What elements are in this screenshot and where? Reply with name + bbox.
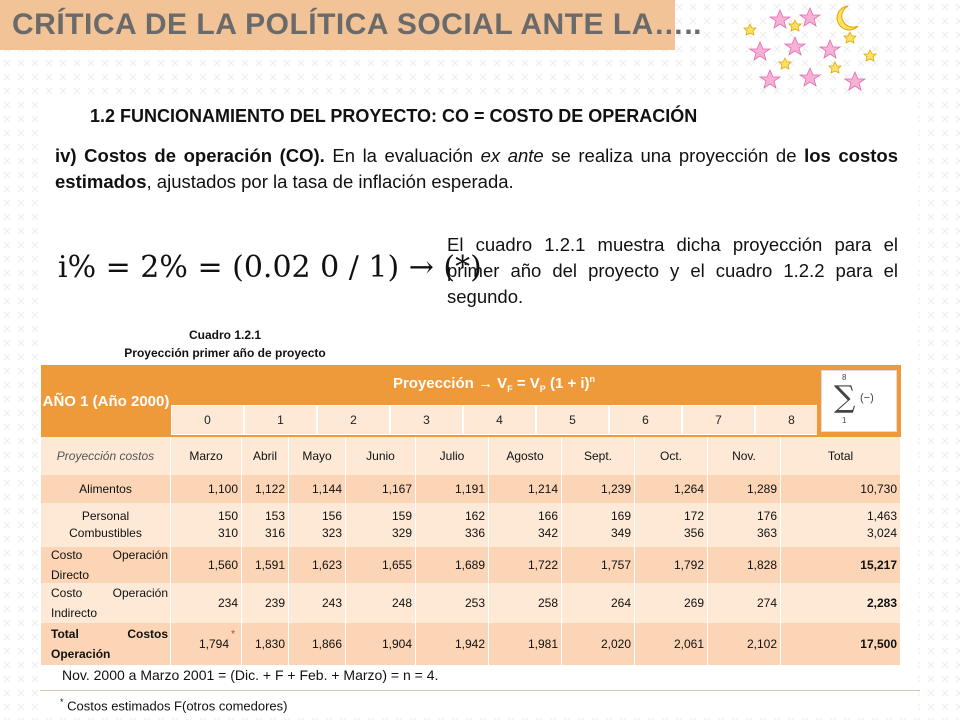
row-label: Costo Operación Directo (41, 547, 171, 583)
value-cell: 1,794 * (171, 623, 242, 665)
summation-header (817, 365, 901, 437)
month-header-row (41, 437, 901, 475)
row-label: Total Costos Operación (41, 623, 171, 665)
value-cell: 1,239 (562, 475, 635, 503)
value-cell: 153 316 (242, 503, 289, 547)
value-cell: 1,144 (289, 475, 346, 503)
month-header-cell: Oct. (635, 437, 708, 475)
period-index-cell: 7 (682, 405, 755, 435)
para-text-3: , ajustados por la tasa de inflación esperada. (146, 171, 514, 192)
month-header-cell: Total (781, 437, 901, 475)
table-row (41, 475, 901, 503)
estimate-footnote: * Costos estimados F(otros comedores) (60, 697, 288, 714)
value-cell: 1,655 (346, 547, 416, 583)
inflation-formula: i% = 2% = (0.02 0 / 1) → (*) (58, 250, 482, 285)
month-header-cell: Sept. (562, 437, 635, 475)
value-cell: 1,122 (242, 475, 289, 503)
row-label-header: Proyección costos (41, 437, 171, 475)
para-italic: ex ante (480, 145, 544, 166)
slide-title: CRÍTICA DE LA POLÍTICA SOCIAL ANTE LA….. (12, 8, 702, 41)
value-cell: 1,904 (346, 623, 416, 665)
value-cell: 17,500 (781, 623, 901, 665)
value-cell: 1,623 (289, 547, 346, 583)
section-heading: 1.2 FUNCIONAMIENTO DEL PROYECTO: CO = COSTO DE OPERACIÓN (90, 106, 698, 126)
period-index-cell: 8 (755, 405, 828, 435)
value-cell: 15,217 (781, 547, 901, 583)
para-bold: los costos estimados (55, 145, 899, 192)
value-cell: 176 363 (708, 503, 781, 547)
value-cell: 2,283 (781, 583, 901, 623)
value-cell: 1,289 (708, 475, 781, 503)
month-header-cell: Junio (346, 437, 416, 475)
table-row (41, 547, 901, 583)
table-caption-number: Cuadro 1.2.1 (188, 328, 262, 342)
value-cell: 166 342 (489, 503, 562, 547)
value-cell: 1,722 (489, 547, 562, 583)
projection-formula-header: Proyección → $V_F = V_P$ $(1 + i)^n$ (392, 374, 596, 394)
value-cell: 162 336 (416, 503, 489, 547)
value-cell: 264 (562, 583, 635, 623)
value-cell: 156 323 (289, 503, 346, 547)
month-header-cell: Julio (416, 437, 489, 475)
value-cell: 1,830 (242, 623, 289, 665)
value-cell: 1,981 (489, 623, 562, 665)
period-index-cell: 6 (609, 405, 682, 435)
summation-icon: 8 ∑ 1 (−) (821, 370, 897, 432)
value-cell: 1,100 (171, 475, 242, 503)
value-cell: 2,061 (635, 623, 708, 665)
value-cell: 1,214 (489, 475, 562, 503)
period-index-cell: 1 (244, 405, 317, 435)
operation-cost-paragraph (55, 143, 898, 195)
value-cell: 169 349 (562, 503, 635, 547)
month-header-cell: Agosto (489, 437, 562, 475)
footer-divider (40, 690, 920, 691)
value-cell: 269 (635, 583, 708, 623)
table-caption-title: Proyección primer año de proyecto (124, 346, 326, 360)
footnote-marker: * (231, 629, 235, 640)
period-index-cell: 0 (171, 405, 244, 435)
value-cell: 1,167 (346, 475, 416, 503)
value-cell: 1,264 (635, 475, 708, 503)
value-cell: 150 310 (171, 503, 242, 547)
para-text-1: En la evaluación (324, 145, 481, 166)
period-index-cell: 3 (390, 405, 463, 435)
stars-and-moon-icon (740, 2, 890, 97)
year-header: AÑO 1 (Año 2000) (41, 365, 171, 437)
value-cell: 258 (489, 583, 562, 623)
month-header-cell: Marzo (171, 437, 242, 475)
value-cell: 274 (708, 583, 781, 623)
month-header-cell: Mayo (289, 437, 346, 475)
value-cell: 10,730 (781, 475, 901, 503)
row-label: Costo Operación Indirecto (41, 583, 171, 623)
value-cell: 159 329 (346, 503, 416, 547)
value-cell: 1,191 (416, 475, 489, 503)
table-row (41, 583, 901, 623)
value-cell: 172 356 (635, 503, 708, 547)
value-cell: 243 (289, 583, 346, 623)
period-index-cell: 5 (536, 405, 609, 435)
para-text-2: se realiza una proyección de (543, 145, 805, 166)
value-cell: 1,757 (562, 547, 635, 583)
value-cell: 1,828 (708, 547, 781, 583)
month-header-cell: Nov. (708, 437, 781, 475)
value-cell: 1,591 (242, 547, 289, 583)
table-row (41, 623, 901, 665)
value-cell: 234 (171, 583, 242, 623)
table-description-paragraph: El cuadro 1.2.1 muestra dicha proyección para el primer año del proyecto y el cuadro 1.2.2 para el segundo. (447, 234, 898, 307)
projection-header (171, 365, 817, 437)
para-lead: iv) Costos de operación (CO). (55, 145, 325, 166)
period-index-cell: 2 (317, 405, 390, 435)
value-cell: 1,560 (171, 547, 242, 583)
value-cell: 1,689 (416, 547, 489, 583)
row-label: Personal Combustibles (41, 503, 171, 547)
value-cell: 1,942 (416, 623, 489, 665)
value-cell: 1,792 (635, 547, 708, 583)
row-label: Alimentos (41, 475, 171, 503)
month-header-cell: Abril (242, 437, 289, 475)
period-index-cell: 4 (463, 405, 536, 435)
value-cell: 2,102 (708, 623, 781, 665)
value-cell: 253 (416, 583, 489, 623)
value-cell: 2,020 (562, 623, 635, 665)
table-row (41, 503, 901, 547)
value-cell: 1,463 3,024 (781, 503, 901, 547)
value-cell: 239 (242, 583, 289, 623)
value-cell: 248 (346, 583, 416, 623)
period-note: Nov. 2000 a Marzo 2001 = (Dic. + F + Feb. + Marzo) = n = 4. (62, 667, 439, 683)
value-cell: 1,866 (289, 623, 346, 665)
